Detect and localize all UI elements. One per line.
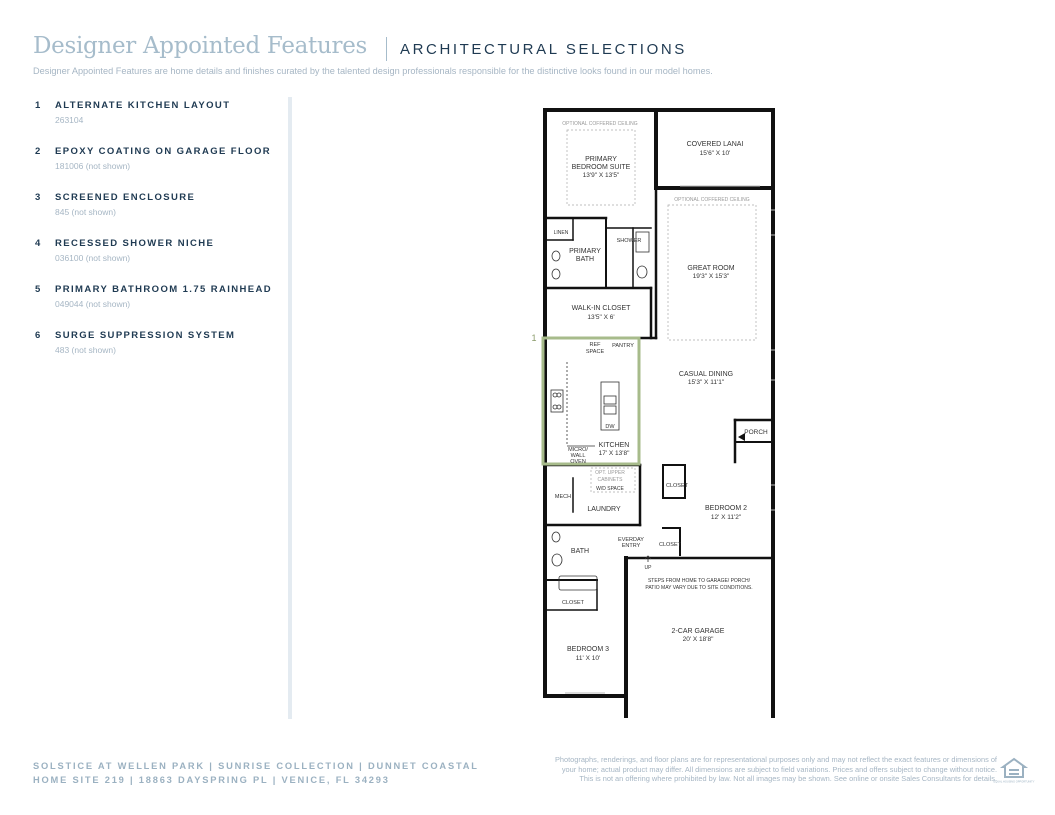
dishwasher-label: DW bbox=[605, 424, 615, 430]
feature-number: 3 bbox=[35, 192, 41, 203]
ref-space-label: SPACE bbox=[585, 349, 605, 355]
kitchen-fixtures bbox=[551, 362, 619, 446]
primary-suite-label: BEDROOM SUITE bbox=[571, 164, 631, 171]
steps-note: PATIO MAY VARY DUE TO SITE CONDITIONS. bbox=[645, 585, 753, 591]
garage-dimensions: 20' X 18'8" bbox=[682, 636, 714, 643]
closet-label: CLOSET bbox=[665, 483, 689, 489]
community-info bbox=[33, 759, 479, 787]
legal-disclaimer bbox=[517, 755, 997, 784]
great-room-dimensions: 19'3" X 15'3" bbox=[692, 273, 730, 280]
micro-wall-oven-label: OVEN bbox=[570, 459, 586, 465]
title-divider bbox=[386, 37, 387, 61]
primary-bath-label: PRIMARY bbox=[569, 248, 601, 255]
page-title: Designer Appointed Features bbox=[33, 33, 368, 59]
upper-cabinets-label: OPT. UPPER bbox=[595, 470, 625, 476]
disclaimer-line: your home; actual product may differ. All dimensions are subject to field variations. Prices and offers subject to change without notice. bbox=[561, 764, 997, 774]
ref-space-label: REF bbox=[589, 342, 601, 348]
steps-note: STEPS FROM HOME TO GARAGE/ PORCH/ bbox=[647, 578, 751, 584]
closet-label: CLOSET bbox=[658, 542, 682, 548]
community-line: SOLSTICE AT WELLEN PARK | SUNRISE COLLECTION | DUNNET COASTAL bbox=[33, 761, 479, 771]
page-description: Designer Appointed Features are home details and finishes curated by the talented design professionals responsible for the distinctive looks found in our model homes. bbox=[33, 66, 713, 76]
bedroom-3-dimensions: 11' X 10' bbox=[575, 655, 601, 662]
bedroom-2-dimensions: 12' X 11'2" bbox=[710, 514, 742, 521]
disclaimer-line: This is not an offering where prohibited by law. Not all images may be shown. See online or onsite Sales Consultants for details. bbox=[579, 774, 997, 784]
feature-name: RECESSED SHOWER NICHE bbox=[55, 238, 215, 249]
floor-plan bbox=[525, 100, 785, 720]
walk-in-closet-dimensions: 13'5" X 6' bbox=[587, 314, 615, 321]
feature-number: 6 bbox=[35, 330, 41, 341]
equal-housing-label: EQUAL HOUSING OPPORTUNITY bbox=[993, 780, 1035, 784]
kitchen-label: KITCHEN bbox=[598, 442, 630, 449]
micro-wall-oven-label: MICRO/ bbox=[568, 447, 588, 453]
primary-suite-dimensions: 13'9" X 13'5" bbox=[582, 172, 620, 179]
feature-code: 049044 (not shown) bbox=[55, 299, 131, 309]
kitchen-dimensions: 17' X 13'8" bbox=[598, 450, 630, 457]
feature-number: 5 bbox=[35, 284, 41, 295]
feature-code: 263104 bbox=[55, 115, 84, 125]
feature-code: 483 (not shown) bbox=[55, 345, 116, 355]
pantry-label: PANTRY bbox=[612, 343, 634, 349]
section-divider bbox=[288, 97, 292, 719]
casual-dining-dimensions: 15'3" X 11'1" bbox=[687, 379, 725, 386]
covered-lanai-dimensions: 15'6" X 10' bbox=[699, 150, 731, 157]
everyday-entry-label: EVERDAY bbox=[618, 537, 644, 543]
upper-cabinets-label: CABINETS bbox=[597, 477, 623, 483]
primary-bath-label: BATH bbox=[575, 256, 595, 263]
feature-number: 4 bbox=[35, 238, 41, 249]
micro-wall-oven-label: WALL bbox=[570, 453, 586, 459]
feature-name: ALTERNATE KITCHEN LAYOUT bbox=[55, 100, 231, 111]
bedroom-2-label: BEDROOM 2 bbox=[704, 505, 748, 512]
page-subtitle: ARCHITECTURAL SELECTIONS bbox=[400, 41, 687, 58]
feature-number: 2 bbox=[35, 146, 41, 157]
feature-name: SURGE SUPPRESSION SYSTEM bbox=[55, 330, 236, 341]
closet-label: CLOSET bbox=[561, 600, 585, 606]
feature-code: 181006 (not shown) bbox=[55, 161, 131, 171]
great-room-label: GREAT ROOM bbox=[687, 265, 735, 272]
feature-name: SCREENED ENCLOSURE bbox=[55, 192, 196, 203]
covered-lanai-label: COVERED LANAI bbox=[686, 141, 744, 148]
primary-suite-label: PRIMARY bbox=[585, 156, 617, 163]
feature-code: 036100 (not shown) bbox=[55, 253, 131, 263]
shower-label: SHOWER bbox=[616, 238, 642, 244]
everyday-entry-label: ENTRY bbox=[621, 543, 641, 549]
mech-label: MECH bbox=[554, 494, 572, 500]
feature-name: EPOXY COATING ON GARAGE FLOOR bbox=[55, 146, 272, 157]
bedroom-3-label: BEDROOM 3 bbox=[566, 646, 610, 653]
garage-label: 2-CAR GARAGE bbox=[671, 628, 725, 635]
feature-code: 845 (not shown) bbox=[55, 207, 116, 217]
bath-label: BATH bbox=[570, 548, 590, 555]
optional-ceiling-label: OPTIONAL COFFERED CEILING bbox=[562, 121, 638, 127]
homesite-line: HOME SITE 219 | 18863 DAYSPRING PL | VENICE, FL 34293 bbox=[33, 775, 390, 785]
porch-label: PORCH bbox=[744, 429, 768, 436]
feature-number: 1 bbox=[35, 100, 41, 111]
optional-ceiling-label: OPTIONAL COFFERED CEILING bbox=[674, 197, 750, 203]
equal-housing-icon bbox=[993, 758, 1035, 784]
casual-dining-label: CASUAL DINING bbox=[678, 371, 734, 378]
wd-space-label: W/D SPACE bbox=[596, 486, 624, 492]
linen-label: LINEN bbox=[553, 230, 569, 236]
feature-name: PRIMARY BATHROOM 1.75 RAINHEAD bbox=[55, 284, 273, 295]
walk-in-closet-label: WALK-IN CLOSET bbox=[571, 305, 631, 312]
plan-marker-1: 1 bbox=[531, 333, 537, 343]
disclaimer-line: Photographs, renderings, and floor plans are for representational purposes only and may not reflect the exact features or dimensions of bbox=[554, 755, 997, 764]
laundry-label: LAUNDRY bbox=[587, 506, 621, 513]
up-label: UP bbox=[644, 565, 652, 571]
